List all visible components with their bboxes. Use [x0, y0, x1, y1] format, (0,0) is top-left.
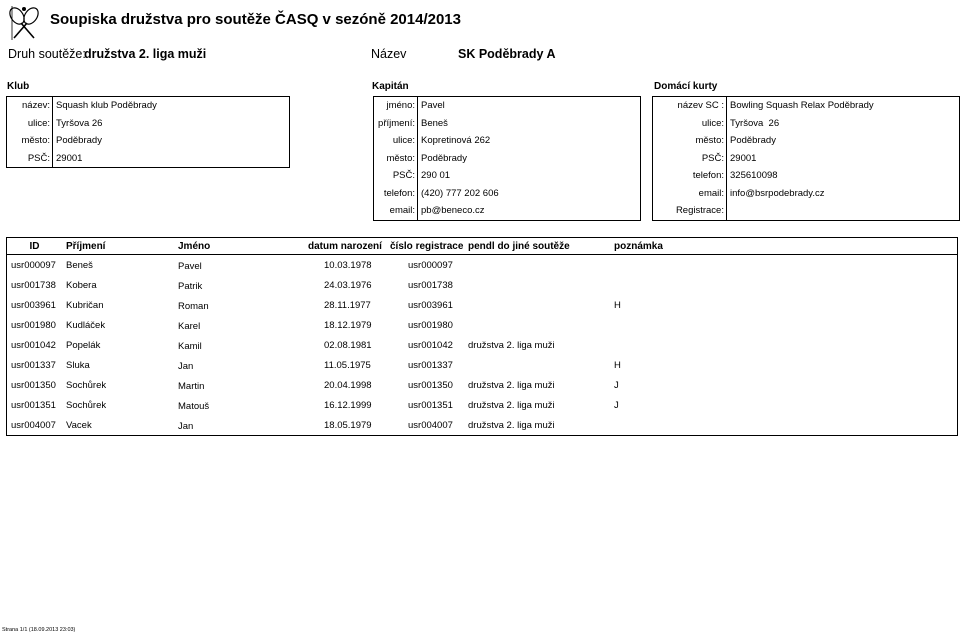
- cell-birth-date: 11.05.1975: [324, 359, 371, 371]
- field-value: [727, 202, 960, 220]
- page-footer: Strana 1/1 (18.09.2013 23:03): [2, 627, 76, 633]
- courts-row-street: [653, 115, 959, 133]
- cell-note: J: [614, 399, 619, 411]
- cell-other-competition: [448, 315, 610, 335]
- cell-registration: usr001337: [408, 359, 453, 371]
- team-name-label: Název: [371, 47, 407, 61]
- club-box: [6, 96, 290, 168]
- cell-note: [610, 335, 957, 355]
- cell-birth-date: 20.04.1998: [324, 379, 372, 391]
- cell-first-name: Matouš: [178, 401, 210, 412]
- column-header-other-competition: pendl do jiné soutěže: [448, 238, 610, 255]
- captain-heading: Kapitán: [372, 81, 409, 92]
- competition-value: družstva 2. liga muži: [84, 47, 207, 61]
- cell-birth-date: 16.12.1999: [324, 399, 372, 411]
- page-title: Soupiska družstva pro soutěže ČASQ v sezóně 2014/2013: [50, 11, 461, 28]
- squash-rackets-logo: [4, 4, 44, 42]
- cell-registration: usr001351: [408, 399, 453, 411]
- field-label: email:: [374, 202, 418, 220]
- cell-note: [610, 315, 957, 335]
- cell-surname: Sochůrek: [66, 399, 107, 411]
- cell-surname: Popelák: [66, 339, 101, 351]
- cell-note: [610, 255, 957, 276]
- table-row: [7, 355, 957, 375]
- club-row-name: [7, 97, 289, 115]
- cell-id: usr001738: [11, 279, 56, 291]
- cell-birth-date: 18.05.1979: [324, 419, 372, 431]
- field-value: 29001: [730, 152, 757, 164]
- field-label: město:: [374, 150, 418, 168]
- column-header-registration: číslo registrace: [386, 238, 448, 255]
- cell-other-competition: družstva 2. liga muži: [468, 419, 555, 431]
- cell-first-name: Karel: [178, 321, 201, 332]
- field-label: příjmení:: [374, 115, 418, 133]
- field-value: Kopretinová 262: [421, 135, 491, 146]
- cell-first-name: Martin: [178, 381, 205, 392]
- cell-other-competition: družstva 2. liga muži: [468, 399, 555, 411]
- competition-label: Druh soutěže:: [8, 47, 86, 61]
- cell-surname: Vacek: [66, 419, 92, 431]
- cell-note: H: [614, 299, 621, 311]
- field-label: telefon:: [374, 185, 418, 203]
- courts-row-city: [653, 132, 959, 150]
- field-label: PSČ:: [653, 150, 727, 168]
- field-label: název:: [7, 97, 53, 115]
- field-label: PSČ:: [7, 150, 53, 168]
- table-row: [7, 375, 957, 395]
- cell-registration: usr001042: [408, 339, 453, 351]
- cell-first-name: Patrik: [178, 281, 203, 292]
- cell-surname: Sochůrek: [66, 379, 107, 391]
- table-row: [7, 255, 957, 276]
- field-label: ulice:: [374, 132, 418, 150]
- field-value: 325610098: [730, 170, 778, 181]
- cell-id: usr003961: [11, 299, 56, 311]
- field-label: ulice:: [653, 115, 727, 133]
- club-row-city: [7, 132, 289, 150]
- cell-surname: Kubričan: [66, 299, 104, 311]
- captain-box: [373, 96, 641, 221]
- field-value: pb@beneco.cz: [421, 205, 485, 216]
- field-value: Poděbrady: [56, 135, 102, 146]
- field-value: info@bsrpodebrady.cz: [730, 187, 825, 199]
- field-value: 290 01: [421, 170, 451, 181]
- captain-row-zip: [374, 167, 640, 185]
- cell-id: usr004007: [11, 419, 56, 431]
- cell-registration: usr004007: [408, 419, 453, 431]
- field-label: jméno:: [374, 97, 418, 115]
- cell-birth-date: 24.03.1976: [324, 279, 372, 291]
- club-row-street: [7, 115, 289, 133]
- cell-registration: usr003961: [408, 299, 453, 311]
- captain-row-email: [374, 202, 640, 220]
- table-row: [7, 335, 957, 355]
- field-value: Poděbrady: [730, 135, 776, 146]
- cell-note: H: [614, 359, 621, 371]
- field-label: město:: [7, 132, 53, 150]
- cell-first-name: Jan: [178, 421, 194, 432]
- cell-first-name: Kamil: [178, 341, 202, 352]
- courts-row-email: [653, 185, 959, 203]
- cell-other-competition: [448, 295, 610, 315]
- cell-note: J: [614, 379, 619, 391]
- cell-first-name: Pavel: [178, 261, 202, 272]
- column-header-note: poznámka: [610, 238, 957, 255]
- field-value: (420) 777 202 606: [421, 187, 499, 199]
- club-heading: Klub: [7, 81, 30, 92]
- field-value: 29001: [56, 152, 83, 164]
- field-value: Poděbrady: [421, 152, 467, 164]
- cell-birth-date: 28.11.1977: [324, 299, 371, 311]
- courts-heading: Domácí kurty: [654, 81, 718, 92]
- courts-row-registration: [653, 202, 959, 220]
- cell-first-name: Roman: [178, 301, 209, 312]
- cell-registration: usr001350: [408, 379, 453, 391]
- cell-id: usr001350: [11, 379, 56, 391]
- field-label: ulice:: [7, 115, 53, 133]
- captain-row-city: [374, 150, 640, 168]
- captain-row-street: [374, 132, 640, 150]
- field-value: Squash klub Poděbrady: [56, 100, 157, 111]
- field-label: Registrace:: [653, 202, 727, 220]
- cell-birth-date: 10.03.1978: [324, 259, 372, 271]
- column-header-birth-date: datum narození: [304, 238, 386, 255]
- column-header-id: ID: [7, 238, 62, 255]
- field-label: PSČ:: [374, 167, 418, 185]
- table-row: [7, 415, 957, 435]
- courts-row-name: [653, 97, 959, 115]
- captain-row-first-name: [374, 97, 640, 115]
- players-table: [6, 237, 958, 436]
- cell-id: usr001337: [11, 359, 56, 371]
- courts-row-zip: [653, 150, 959, 168]
- team-name-value: SK Poděbrady A: [458, 47, 556, 61]
- field-value: Tyršova 26: [730, 117, 780, 129]
- table-row: [7, 295, 957, 315]
- field-label: město:: [653, 132, 727, 150]
- cell-id: usr001980: [11, 319, 56, 331]
- cell-surname: Beneš: [66, 259, 93, 271]
- cell-first-name: Jan: [178, 361, 194, 372]
- field-label: telefon:: [653, 167, 727, 185]
- table-row: [7, 315, 957, 335]
- captain-row-phone: [374, 185, 640, 203]
- field-value: Tyršova 26: [56, 117, 103, 129]
- cell-id: usr000097: [11, 259, 56, 271]
- cell-registration: usr001980: [408, 319, 453, 331]
- field-value: Bowling Squash Relax Poděbrady: [730, 100, 874, 111]
- field-label: email:: [653, 185, 727, 203]
- column-header-first-name: Jméno: [174, 238, 304, 255]
- captain-row-last-name: [374, 115, 640, 133]
- cell-other-competition: [448, 255, 610, 276]
- cell-registration: usr001738: [408, 279, 453, 291]
- cell-registration: usr000097: [408, 259, 453, 271]
- courts-row-phone: [653, 167, 959, 185]
- column-header-surname: Příjmení: [62, 238, 174, 255]
- club-row-zip: [7, 150, 289, 168]
- cell-surname: Kobera: [66, 279, 97, 291]
- cell-other-competition: [448, 275, 610, 295]
- cell-surname: Kudláček: [66, 319, 106, 331]
- field-label: název SC :: [653, 97, 727, 115]
- table-row: [7, 275, 957, 295]
- cell-other-competition: [448, 355, 610, 375]
- players-header-row: [7, 238, 957, 255]
- cell-note: [610, 415, 957, 435]
- cell-birth-date: 02.08.1981: [324, 339, 372, 351]
- table-row: [7, 395, 957, 415]
- field-value: Pavel: [421, 100, 445, 111]
- cell-note: [610, 275, 957, 295]
- field-value: Beneš: [421, 117, 448, 129]
- cell-id: usr001351: [11, 399, 56, 411]
- cell-other-competition: družstva 2. liga muži: [468, 339, 555, 351]
- cell-other-competition: družstva 2. liga muži: [468, 379, 555, 391]
- cell-surname: Sluka: [66, 359, 90, 371]
- cell-id: usr001042: [11, 339, 56, 351]
- cell-birth-date: 18.12.1979: [324, 319, 372, 331]
- courts-box: [652, 96, 960, 221]
